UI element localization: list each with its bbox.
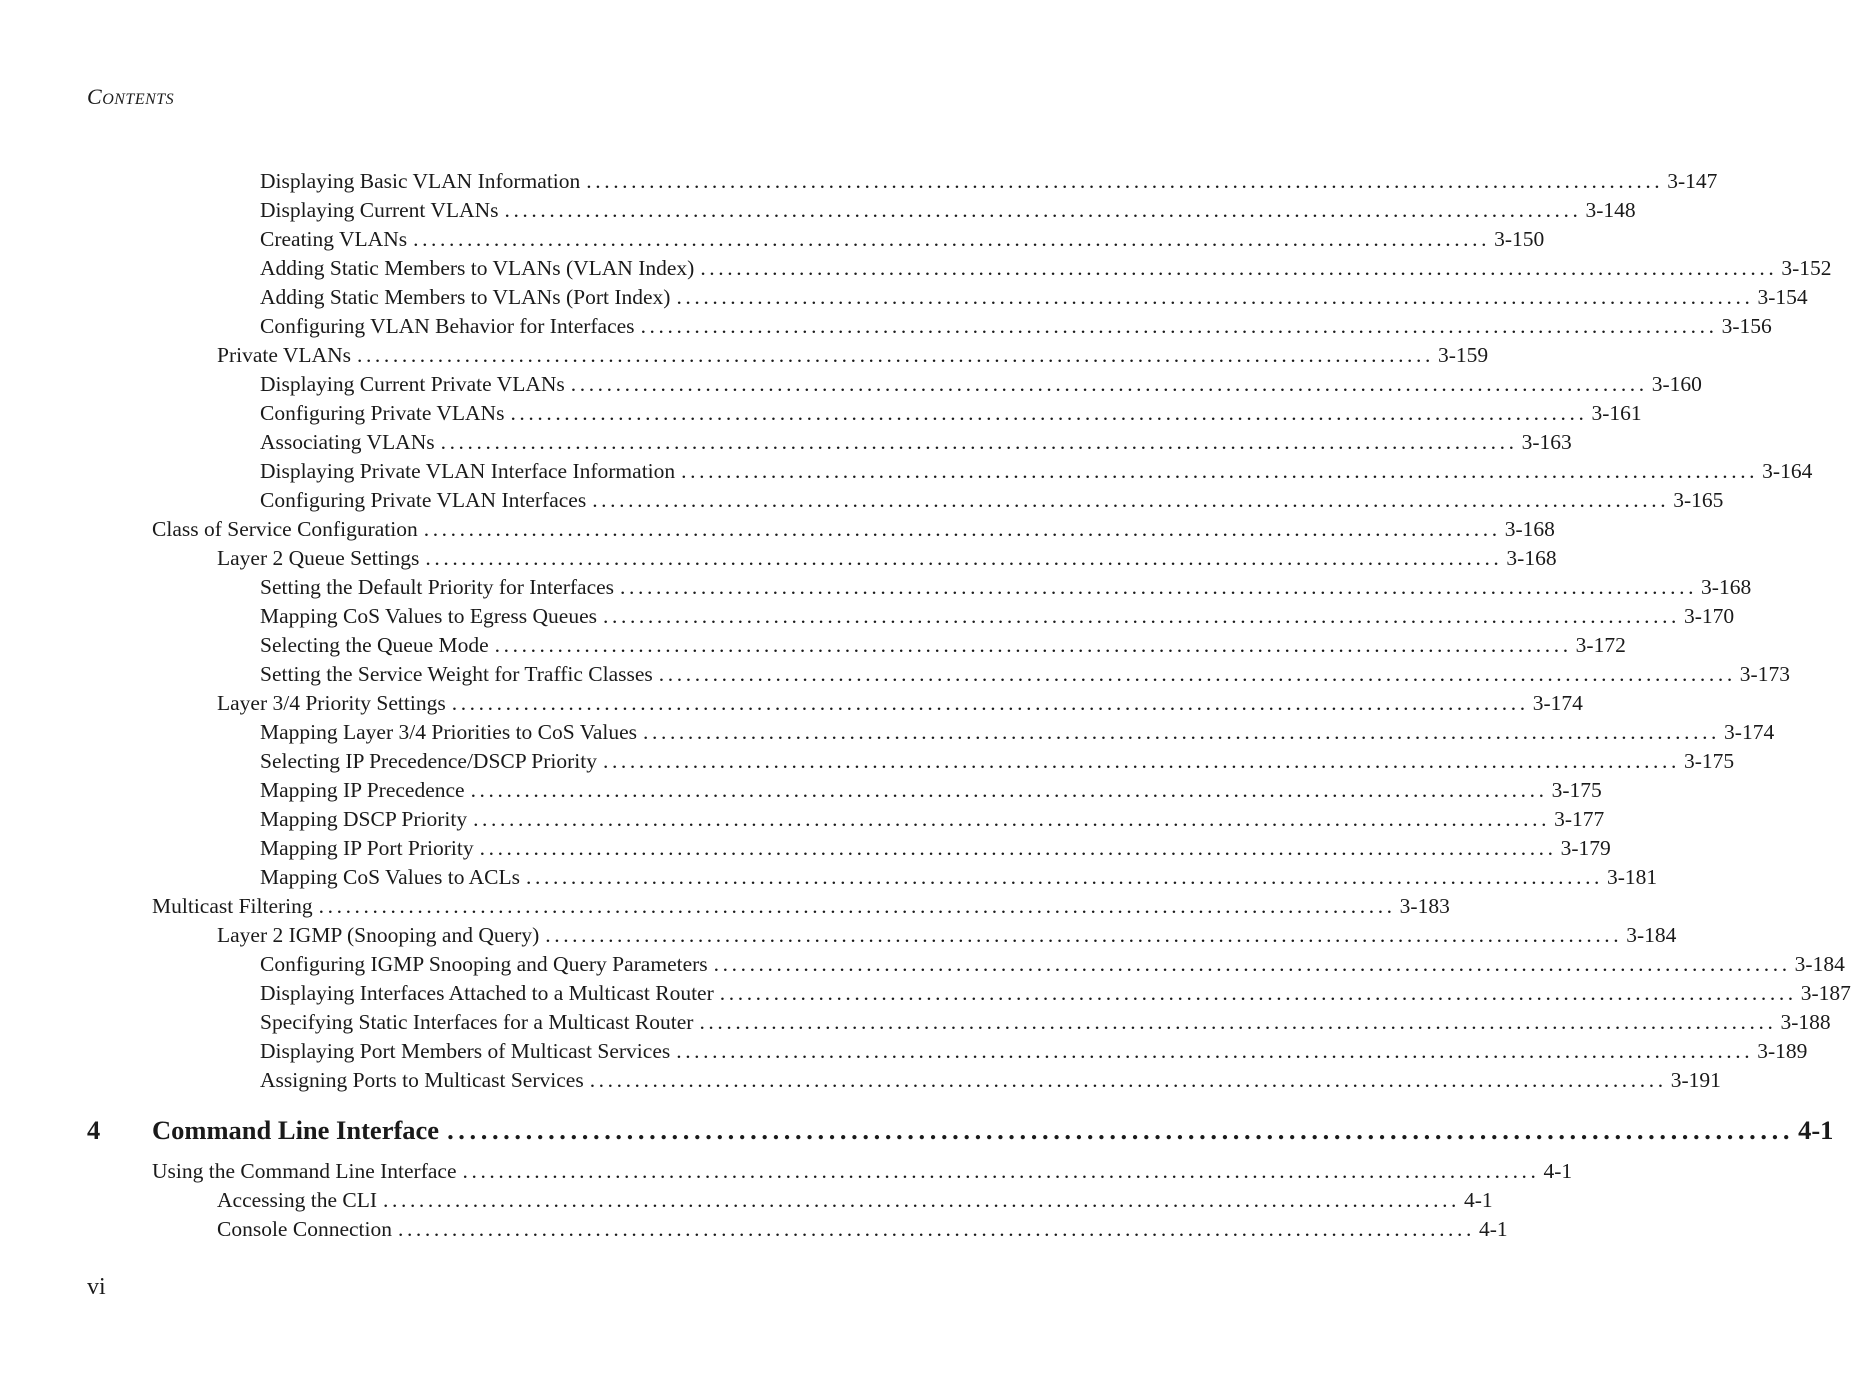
toc-entry[interactable] xyxy=(0,747,1735,776)
toc-entry-page: 3-172 xyxy=(1575,633,1626,657)
toc-entry-page: 3-175 xyxy=(1683,749,1735,773)
toc-entry[interactable] xyxy=(0,341,1489,370)
toc-entry-page: 3-150 xyxy=(1494,227,1545,251)
dot-leader: ........................................................................................................................ xyxy=(589,1068,1667,1092)
dot-leader: ........................................................................................................................ xyxy=(451,691,1529,715)
toc-entry[interactable] xyxy=(0,950,1845,979)
toc-entry-title: Configuring VLAN Behavior for Interfaces xyxy=(260,314,635,338)
toc-entry-title: Configuring Private VLANs xyxy=(260,401,505,425)
dot-leader: ........................................................................................................................ xyxy=(570,372,1648,396)
toc-entry-title: Configuring Private VLAN Interfaces xyxy=(260,488,587,512)
toc-entry-title: Layer 2 IGMP (Snooping and Query) xyxy=(217,923,540,947)
toc-entry[interactable] xyxy=(0,805,1605,834)
toc-entry-title: Displaying Interfaces Attached to a Multicast Router xyxy=(260,981,714,1005)
toc-entry-title: Accessing the CLI xyxy=(217,1188,378,1212)
toc-entry-title: Assigning Ports to Multicast Services xyxy=(260,1068,584,1092)
toc-entry-title: Mapping IP Port Priority xyxy=(260,836,474,860)
toc-entry-title: Mapping Layer 3/4 Priorities to CoS Values xyxy=(260,720,638,744)
dot-leader: ........................................................................................................................ xyxy=(620,575,1698,599)
toc-entry-page: 3-173 xyxy=(1739,662,1790,686)
toc-entry-page: 3-187 xyxy=(1800,981,1851,1005)
toc-entry[interactable] xyxy=(0,602,1735,631)
chapter-number: 4 xyxy=(87,1115,101,1145)
toc-entry-title: Displaying Private VLAN Interface Information xyxy=(260,459,676,483)
dot-leader: ........................................................................................................................ xyxy=(603,604,1681,628)
toc-entry[interactable] xyxy=(0,1215,1508,1244)
chapter-page: 4-1 xyxy=(1798,1115,1834,1145)
toc-entry[interactable] xyxy=(0,312,1772,341)
toc-entry[interactable] xyxy=(0,544,1557,573)
page-number: vi xyxy=(87,1274,106,1300)
chapter-title: Command Line Interface xyxy=(152,1115,440,1145)
toc-entry-title: Configuring IGMP Snooping and Query Parameters xyxy=(260,952,708,976)
toc-entry-title: Class of Service Configuration xyxy=(152,517,418,541)
toc-entry[interactable] xyxy=(0,457,1813,486)
dot-leader: ........................................................................................................................ xyxy=(425,546,1503,570)
toc-entry-page: 3-154 xyxy=(1757,285,1808,309)
toc-entry-page: 3-160 xyxy=(1651,372,1702,396)
dot-leader: ........................................................................................................................ xyxy=(640,314,1718,338)
toc-entry-title: Console Connection xyxy=(217,1217,392,1241)
toc-entry-page: 3-165 xyxy=(1673,488,1724,512)
toc-entry-page: 3-168 xyxy=(1506,546,1557,570)
dot-leader: ........................................................................................................................ xyxy=(592,488,1670,512)
running-header-rest: ONTENTS xyxy=(102,91,175,108)
toc-entry[interactable] xyxy=(0,167,1718,196)
toc-entry[interactable] xyxy=(0,892,1450,921)
toc-entry[interactable] xyxy=(0,283,1808,312)
dot-leader: ........................................................................................................................ xyxy=(713,952,1791,976)
toc-entry-title: Mapping DSCP Priority xyxy=(260,807,468,831)
toc-entry[interactable] xyxy=(0,370,1702,399)
dot-leader: ........................................................................................................................ xyxy=(462,1159,1540,1183)
toc-entry-page: 4-1 xyxy=(1543,1159,1573,1183)
toc-entry-page: 3-168 xyxy=(1504,517,1555,541)
dot-leader: ........................................................................................................................ xyxy=(383,1188,1461,1212)
dot-leader: ........................................................................................................................ xyxy=(676,1039,1754,1063)
toc-entry-title: Displaying Basic VLAN Information xyxy=(260,169,581,193)
toc-entry[interactable] xyxy=(0,428,1572,457)
dot-leader: ........................................................................................................................ xyxy=(676,285,1754,309)
toc-entry-title: Setting the Service Weight for Traffic Classes xyxy=(260,662,653,686)
toc-entry-page: 3-177 xyxy=(1554,807,1605,831)
toc-entry-title: Private VLANs xyxy=(217,343,351,367)
toc-entry-page: 3-161 xyxy=(1591,401,1642,425)
toc-entry[interactable] xyxy=(0,834,1611,863)
toc-entry-title: Adding Static Members to VLANs (VLAN Index) xyxy=(260,256,695,280)
toc-entry[interactable] xyxy=(0,776,1602,805)
toc-entry-title: Mapping CoS Values to ACLs xyxy=(260,865,521,889)
toc-entry-title: Using the Command Line Interface xyxy=(152,1159,457,1183)
toc-entry[interactable] xyxy=(0,631,1626,660)
toc-entry-title: Selecting IP Precedence/DSCP Priority xyxy=(260,749,597,773)
dot-leader: ........................................................................................................................ xyxy=(658,662,1736,686)
dot-leader: ........................................................................................................................ xyxy=(545,923,1623,947)
dot-leader: ........................................................................................................................ xyxy=(510,401,1588,425)
dot-leader: ........................................................................................................................ xyxy=(586,169,1664,193)
toc-entry-page: 3-164 xyxy=(1762,459,1813,483)
toc-entry[interactable] xyxy=(0,718,1775,747)
toc-entry[interactable] xyxy=(0,254,1832,283)
toc-entry-page: 3-183 xyxy=(1399,894,1450,918)
dot-leader: ........................................................................................................................ xyxy=(643,720,1721,744)
toc-section-chapter-4 xyxy=(0,1157,1573,1244)
toc-entry-title: Setting the Default Priority for Interfaces xyxy=(260,575,615,599)
toc-entry[interactable] xyxy=(0,921,1677,950)
dot-leader: ........................................................................................................................ xyxy=(447,1115,1795,1145)
toc-entry-title: Displaying Port Members of Multicast Services xyxy=(260,1039,671,1063)
dot-leader: ........................................................................................................................ xyxy=(699,1010,1777,1034)
toc-entry-title: Layer 2 Queue Settings xyxy=(217,546,420,570)
table-of-contents xyxy=(0,167,1851,1244)
toc-entry-page: 3-184 xyxy=(1626,923,1677,947)
toc-entry-title: Associating VLANs xyxy=(260,430,435,454)
toc-entry-page: 4-1 xyxy=(1478,1217,1508,1241)
toc-entry-title: Creating VLANs xyxy=(260,227,408,251)
toc-entry-title: Multicast Filtering xyxy=(152,894,313,918)
toc-entry-page: 3-191 xyxy=(1670,1068,1721,1092)
toc-entry-page: 3-168 xyxy=(1701,575,1752,599)
toc-entry[interactable] xyxy=(0,573,1752,602)
toc-entry[interactable] xyxy=(0,515,1555,544)
toc-entry-page: 3-189 xyxy=(1757,1039,1808,1063)
toc-entry-page: 3-152 xyxy=(1781,256,1832,280)
dot-leader: ........................................................................................................................ xyxy=(440,430,1518,454)
toc-entry[interactable] xyxy=(0,1037,1808,1066)
dot-leader: ........................................................................................................................ xyxy=(473,807,1551,831)
dot-leader: ........................................................................................................................ xyxy=(470,778,1548,802)
dot-leader: ........................................................................................................................ xyxy=(719,981,1797,1005)
dot-leader: ........................................................................................................................ xyxy=(504,198,1582,222)
toc-entry-page: 3-156 xyxy=(1721,314,1772,338)
toc-entry-page: 3-188 xyxy=(1780,1010,1831,1034)
toc-entry[interactable] xyxy=(0,1157,1573,1186)
dot-leader: ........................................................................................................................ xyxy=(423,517,1501,541)
toc-entry[interactable] xyxy=(0,486,1724,515)
toc-entry[interactable] xyxy=(0,1008,1831,1037)
toc-entry[interactable] xyxy=(0,1066,1721,1095)
toc-entry-page: 3-159 xyxy=(1437,343,1489,367)
toc-entry[interactable] xyxy=(0,399,1642,428)
toc-entry-page: 3-184 xyxy=(1794,952,1845,976)
toc-entry-page: 4-1 xyxy=(1464,1188,1493,1212)
toc-entry-title: Displaying Current VLANs xyxy=(260,198,499,222)
dot-leader: ........................................................................................................................ xyxy=(479,836,1557,860)
toc-entry-page: 3-163 xyxy=(1521,430,1572,454)
dot-leader: ........................................................................................................................ xyxy=(494,633,1572,657)
toc-entry-page: 3-147 xyxy=(1667,169,1718,193)
dot-leader: ........................................................................................................................ xyxy=(413,227,1491,251)
toc-entry[interactable] xyxy=(0,979,1851,1008)
toc-chapter-heading[interactable] xyxy=(0,1109,1834,1155)
toc-entry[interactable] xyxy=(0,1186,1493,1215)
toc-entry-page: 3-170 xyxy=(1684,604,1735,628)
toc-section-chapter-3 xyxy=(0,167,1851,1095)
running-header-initial: C xyxy=(87,84,103,109)
toc-entry-title: Mapping IP Precedence xyxy=(260,778,465,802)
toc-entry[interactable] xyxy=(0,196,1636,225)
dot-leader: ........................................................................................................................ xyxy=(526,865,1604,889)
toc-entry-title: Adding Static Members to VLANs (Port Index) xyxy=(260,285,671,309)
toc-entry-title: Layer 3/4 Priority Settings xyxy=(217,691,446,715)
toc-entry-page: 3-181 xyxy=(1607,865,1658,889)
toc-entry[interactable] xyxy=(0,863,1658,892)
toc-entry-title: Displaying Current Private VLANs xyxy=(260,372,565,396)
toc-entry[interactable] xyxy=(0,689,1583,718)
dot-leader: ........................................................................................................................ xyxy=(397,1217,1475,1241)
dot-leader: ........................................................................................................................ xyxy=(602,749,1680,773)
toc-entry-page: 3-148 xyxy=(1585,198,1636,222)
dot-leader: ........................................................................................................................ xyxy=(700,256,1778,280)
toc-entry-title: Specifying Static Interfaces for a Multicast Router xyxy=(260,1010,694,1034)
running-header xyxy=(87,84,174,110)
toc-entry-title: Mapping CoS Values to Egress Queues xyxy=(260,604,598,628)
toc-entry-page: 3-179 xyxy=(1560,836,1611,860)
toc-entry-title: Selecting the Queue Mode xyxy=(260,633,489,657)
toc-entry[interactable] xyxy=(0,660,1790,689)
dot-leader: ........................................................................................................................ xyxy=(356,343,1434,367)
toc-entry[interactable] xyxy=(0,225,1545,254)
toc-entry-page: 3-175 xyxy=(1551,778,1602,802)
toc-entry-page: 3-174 xyxy=(1724,720,1775,744)
toc-entry-page: 3-174 xyxy=(1532,691,1583,715)
dot-leader: ........................................................................................................................ xyxy=(681,459,1759,483)
dot-leader: ........................................................................................................................ xyxy=(318,894,1396,918)
